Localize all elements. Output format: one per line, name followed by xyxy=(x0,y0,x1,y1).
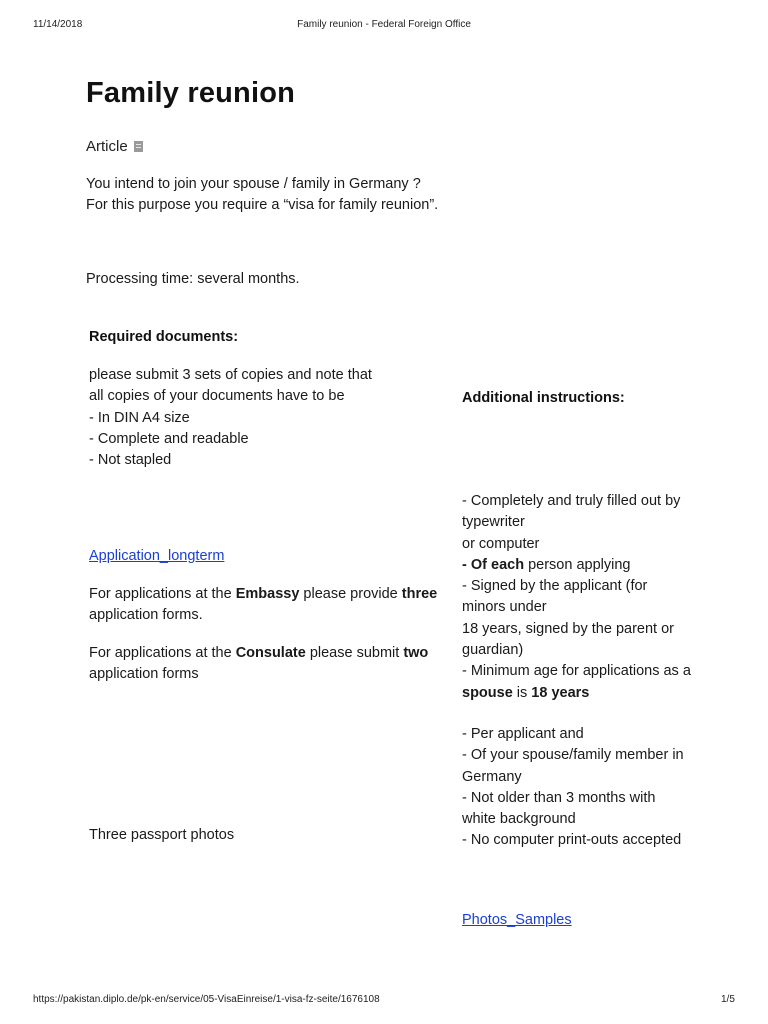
form-line: minors under xyxy=(462,599,547,616)
application-longterm-link[interactable]: Application_longterm xyxy=(89,548,225,564)
article-type-label: Article xyxy=(86,138,128,155)
consulate-instructions xyxy=(89,643,428,686)
form-instructions xyxy=(462,491,691,704)
additional-instructions-heading: Additional instructions: xyxy=(462,390,625,406)
copies-line: - Not stapled xyxy=(89,452,172,469)
consulate-bold: Consulate xyxy=(235,645,306,661)
consulate-text: please submit xyxy=(305,645,404,661)
consulate-text: For applications at the xyxy=(89,645,236,661)
consulate-text: application forms xyxy=(89,666,199,683)
photos-samples-link[interactable]: Photos_Samples xyxy=(462,912,572,928)
form-line: or computer xyxy=(462,535,540,552)
embassy-text: application forms. xyxy=(89,607,203,624)
print-page-number: 1/5 xyxy=(721,994,735,1005)
form-line: guardian) xyxy=(462,642,524,659)
passport-photos-label: Three passport photos xyxy=(89,827,235,843)
form-line: - Of xyxy=(462,556,491,573)
photo-line: - No computer print-outs accepted xyxy=(462,832,682,849)
form-line: - Signed by the applicant (for xyxy=(462,578,648,595)
photo-line: - Not older than 3 months with xyxy=(462,789,656,806)
copies-line: please submit 3 sets of copies and note that xyxy=(89,367,372,383)
consulate-count: two xyxy=(403,645,429,661)
photo-instructions xyxy=(462,724,684,852)
page-title: Family reunion xyxy=(86,77,296,109)
embassy-bold: Embassy xyxy=(235,586,300,602)
form-line: is xyxy=(512,684,532,701)
form-line: person applying xyxy=(524,556,631,573)
form-bold: 18 years xyxy=(531,684,590,701)
document-icon xyxy=(134,141,143,152)
required-documents-heading: Required documents: xyxy=(89,329,239,345)
embassy-text: For applications at the xyxy=(89,586,236,602)
intro-line: You intend to join your spouse / family in Germany ? xyxy=(86,176,421,192)
print-date: 11/14/2018 xyxy=(33,19,83,30)
form-line: - Completely and truly filled out by xyxy=(462,493,681,509)
photo-line: Germany xyxy=(462,768,522,785)
photo-line: white background xyxy=(462,811,576,828)
processing-time: Processing time: several months. xyxy=(86,271,300,287)
photo-line: - Per applicant and xyxy=(462,726,584,742)
copies-line: - Complete and readable xyxy=(89,430,249,447)
copies-line: all copies of your documents have to be xyxy=(89,388,345,405)
embassy-text: please provide xyxy=(299,586,402,602)
article-type xyxy=(86,138,143,155)
form-bold: each xyxy=(491,556,525,573)
print-url: https://pakistan.diplo.de/pk-en/service/05-VisaEinreise/1-visa-fz-seite/1676108 xyxy=(33,994,380,1005)
copies-line: - In DIN A4 size xyxy=(89,409,190,426)
embassy-count: three xyxy=(401,586,438,602)
form-line: 18 years, signed by the parent or xyxy=(462,620,674,637)
intro-line: For this purpose you require a “visa for family reunion”. xyxy=(86,197,439,214)
embassy-instructions xyxy=(89,584,437,627)
form-line: typewriter xyxy=(462,514,525,531)
print-page-title: Family reunion - Federal Foreign Office xyxy=(297,19,471,30)
form-bold: spouse xyxy=(462,684,513,701)
form-line: - Minimum age for applications as a xyxy=(462,663,691,680)
copies-instructions xyxy=(89,365,372,471)
intro-text xyxy=(86,174,438,217)
photo-line: - Of your spouse/family member in xyxy=(462,747,684,764)
